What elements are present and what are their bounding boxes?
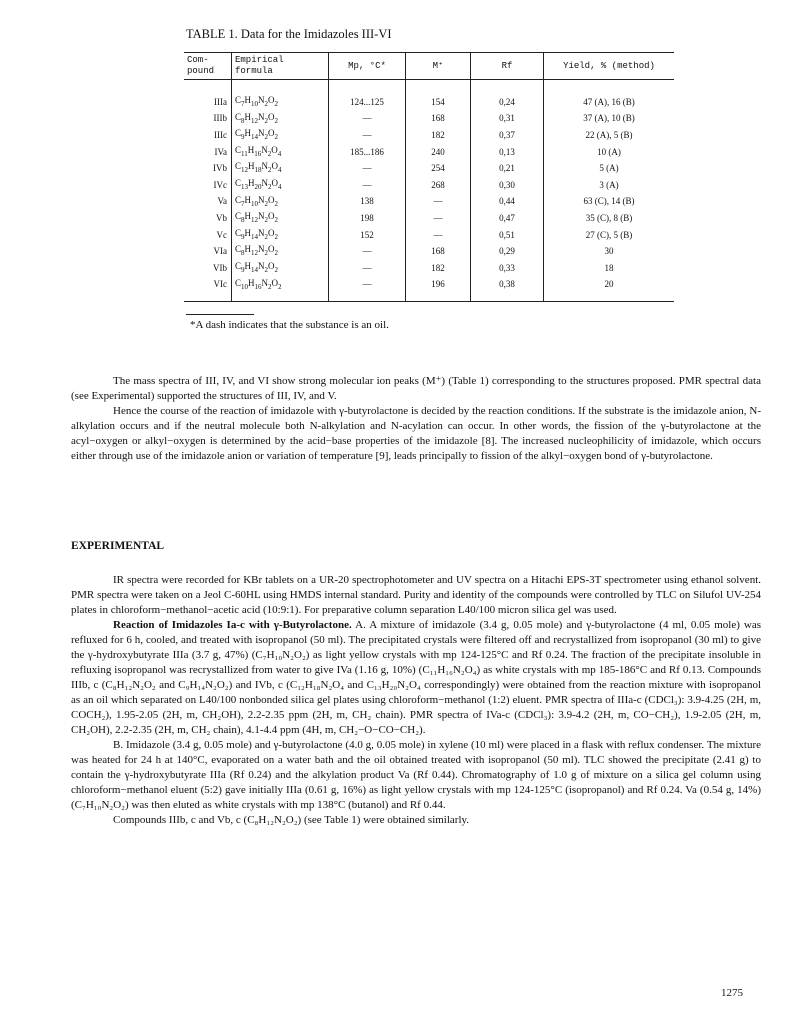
cell-mp: —: [329, 277, 406, 302]
cell-compound: Vc: [216, 229, 227, 240]
cell-mplus: 182: [406, 260, 471, 277]
cell-yield: 18: [544, 260, 675, 277]
cell-mplus: —: [406, 210, 471, 227]
table-row: [184, 277, 674, 302]
cell-mplus: 268: [406, 177, 471, 194]
cell-yield: 3 (A): [544, 177, 675, 194]
experimental-paragraph-1: IR spectra were recorded for KBr tablets on a UR-20 spectrophotometer and UV spectra on a Hitachi EPS-3T spectrometer using ethanol solvent. PMR spectra were taken on a Jeol C-60HL using HMDS internal standard. Purity and identity of the compounds were controlled by TLC on Silufol UV-254 plates in chloroform−methanol−acetic acid (10:9:1). For preparative column separation L40/100 micron silica gel was used.: [71, 574, 761, 616]
cell-rf: 0,21: [471, 160, 544, 177]
cell-mp: 124...125: [329, 80, 406, 111]
cell-formula: $C_9H_{14}N_2O_2$: [232, 127, 329, 144]
cell-formula: $C_{12}H_{18}N_2O_4$: [232, 160, 329, 177]
header-rf: Rf: [471, 53, 544, 80]
body-paragraph-1: The mass spectra of III, IV, and VI show strong molecular ion peaks (M⁺) (Table 1) corresponding to the structures proposed. PMR spectral data (see Experimental) supported the structures of III, IV, and V.: [71, 375, 761, 402]
cell-yield: 35 (C), 8 (B): [544, 210, 675, 227]
cell-compound: IVc: [213, 179, 227, 190]
experimental-heading: EXPERIMENTAL: [71, 540, 165, 552]
cell-yield: 30: [544, 243, 675, 260]
cell-mplus: 196: [406, 277, 471, 302]
reaction-text: A. A mixture of imidazole (3.4 g, 0.05 mole) and γ-butyrolactone (4 ml, 0.05 mole) was refluxed for 6 h, cooled, and treated with isopropanol (50 ml). The precipitated crystals were filtered off and recrystallized from isopropanol (30 ml) to give the γ-hydroxybutyrate IIIa (3.7 g, 47%) (C₇H₁₀N₂O₂) as light yellow crystals with mp 124-125°C and Rf 0.24. The fraction of the precipitate insoluble in refluxing isopropanol was recrystallized from water to give IVa (1.16 g, 10%) (C₁₁H₁₆N₂O₄) as white crystals with mp 185-186°C and Rf 0.13. Compounds IIIb, c (C₈H₁₂N₂O₂ and C₉H₁₄N₂O₂) and IVb, c (C₁₂H₁₈N₂O₄ and C₁₃H₂₀N₂O₄ correspondingly) were obtained from the reaction mixture with isopropanol as an oil which separated on L40/100 nonbonded silica gel plates using chloroform−methanol (1:2) eluent. PMR spectra of IIIa-c (CDCl₃): 3.9-4.25 (2H, m, COCH₂), 1.95-2.05 (2H, m, CH₂OH), 2.2-2.35 ppm (2H, m, CH₂ chain). PMR spectra of IVa-c (CDCl₃): 3.9-4.2 (2H, m, CO−CH₂), 1.9-2.05 (2H, m, CH₂OH), 2.2-2.35 (2H, m, CH₂ chain), 4.1-4.4 ppm (4H, m, CH₂−O−CO−CH₂).: [71, 619, 762, 736]
table-title: TABLE 1. Data for the Imidazoles III-VI: [186, 27, 392, 41]
cell-mplus: 182: [406, 127, 471, 144]
table-header-row: [184, 53, 674, 80]
cell-compound: IVb: [213, 163, 227, 174]
footnote-rule: [186, 314, 254, 315]
cell-rf: 0,44: [471, 194, 544, 211]
cell-yield: 37 (A), 10 (B): [544, 111, 675, 128]
cell-mp: —: [329, 160, 406, 177]
cell-compound: IIIc: [214, 130, 227, 141]
experimental-paragraph-4: Compounds IIIb, c and Vb, c (C₈H₁₂N₂O₂) (see Table 1) were obtained similarly.: [113, 814, 470, 826]
cell-mplus: 154: [406, 80, 471, 111]
table-row: [184, 194, 674, 211]
table-row: [184, 144, 674, 161]
table-row: [184, 160, 674, 177]
cell-compound: VIa: [213, 246, 227, 257]
cell-rf: 0,38: [471, 277, 544, 302]
header-mp: Mp, °C*: [329, 53, 406, 80]
header-mplus: M⁺: [406, 53, 471, 80]
body-paragraph-2: Hence the course of the reaction of imidazole with γ-butyrolactone is decided by the reaction conditions. If the substrate is the imidazole anion, N-alkylation occurs and if the neutral molecule both N-alkylation and N-acylation can occur. In other words, the fission of the γ-butyrolactone at the acyl−oxygen or alkyl−oxygen is determined by the acid−base properties of the imidazole [8]. The increased nucleophilicity of imidazole, which occurs either through use of the imidazole anion or variation of temperature [9], leads principally to fission of the alkyl−oxygen bond of γ-butyrolactone.: [71, 405, 761, 462]
page-number: 1275: [721, 987, 743, 999]
cell-formula: $C_8H_{12}N_2O_2$: [232, 210, 329, 227]
cell-formula: $C_9H_{14}N_2O_2$: [232, 260, 329, 277]
experimental-paragraph-2: [71, 618, 761, 738]
cell-mp: 138: [329, 194, 406, 211]
table-row: [184, 243, 674, 260]
header-yield: Yield, % (method): [544, 53, 675, 80]
cell-formula: $C_8H_{12}N_2O_2$: [232, 243, 329, 260]
cell-rf: 0,13: [471, 144, 544, 161]
cell-yield: 47 (A), 16 (B): [544, 80, 675, 111]
cell-compound: IIIa: [214, 96, 227, 107]
table-row: [184, 127, 674, 144]
cell-rf: 0,51: [471, 227, 544, 244]
header-compound: Com- pound: [184, 53, 232, 80]
cell-compound: Va: [217, 196, 227, 207]
cell-compound: IVa: [214, 146, 227, 157]
cell-rf: 0,30: [471, 177, 544, 194]
cell-compound: Vb: [216, 213, 227, 224]
table-row: [184, 260, 674, 277]
cell-formula: $C_7H_{10}N_2O_2$: [232, 194, 329, 211]
cell-rf: 0,24: [471, 80, 544, 111]
cell-yield: 20: [544, 277, 675, 302]
cell-compound: IIIb: [213, 113, 227, 124]
cell-mplus: —: [406, 227, 471, 244]
cell-formula: $C_{13}H_{20}N_2O_4$: [232, 177, 329, 194]
table-footnote: *A dash indicates that the substance is an oil.: [190, 319, 389, 331]
cell-mp: —: [329, 177, 406, 194]
cell-mplus: 254: [406, 160, 471, 177]
header-formula: Empirical formula: [232, 53, 329, 80]
cell-rf: 0,29: [471, 243, 544, 260]
table-row: [184, 177, 674, 194]
cell-formula: $C_8H_{12}N_2O_2$: [232, 111, 329, 128]
data-table: [184, 52, 674, 302]
table-row: [184, 111, 674, 128]
reaction-title: Reaction of Imidazoles Ia-c with γ-Butyrolactone.: [113, 619, 352, 631]
cell-mp: —: [329, 243, 406, 260]
cell-mplus: 168: [406, 243, 471, 260]
cell-rf: 0,33: [471, 260, 544, 277]
cell-rf: 0,47: [471, 210, 544, 227]
cell-yield: 63 (C), 14 (B): [544, 194, 675, 211]
cell-rf: 0,31: [471, 111, 544, 128]
cell-yield: 10 (A): [544, 144, 675, 161]
cell-mp: 152: [329, 227, 406, 244]
cell-mplus: 168: [406, 111, 471, 128]
cell-compound: VIb: [213, 262, 227, 273]
cell-mp: 185...186: [329, 144, 406, 161]
cell-mp: 198: [329, 210, 406, 227]
cell-formula: $C_{11}H_{16}N_2O_4$: [232, 144, 329, 161]
table-row: [184, 80, 674, 111]
cell-formula: $C_{10}H_{16}N_2O_2$: [232, 277, 329, 302]
cell-mplus: —: [406, 194, 471, 211]
cell-compound: VIc: [184, 277, 232, 302]
cell-mplus: 240: [406, 144, 471, 161]
experimental-text: [71, 573, 761, 828]
cell-formula: $C_9H_{14}N_2O_2$: [232, 227, 329, 244]
cell-yield: 22 (A), 5 (B): [544, 127, 675, 144]
cell-mp: —: [329, 260, 406, 277]
cell-rf: 0,37: [471, 127, 544, 144]
table-row: [184, 227, 674, 244]
cell-mp: —: [329, 111, 406, 128]
experimental-paragraph-3: B. Imidazole (3.4 g, 0.05 mole) and γ-butyrolactone (4.0 g, 0.05 mole) in xylene (10 ml) were placed in a flask with reflux condenser. The mixture was heated for 24 h at 140°C, evaporated on a water bath and the oil obtained treated with isopropanol (50 ml). TLC showed the precipitate (2.41 g) to contain the γ-hydroxybutyrate IIIa (Rf 0.24) and the alkylation product Va (Rf 0.44). Chromatography of 1.0 g of mixture on a silica gel column using chloroform−methanol eluent (5:2) gave initially IIIa (0.61 g, 16%) as light yellow crystals with mp 124-125°C (isopropanol) and Rf 0.24. Va (0.54 g, 14%) (C₇H₁₀N₂O₂) was then eluted as white crystals with mp 138°C (butanol) and Rf 0.44.: [71, 739, 761, 811]
cell-mp: —: [329, 127, 406, 144]
cell-yield: 5 (A): [544, 160, 675, 177]
table-row: [184, 210, 674, 227]
cell-yield: 27 (C), 5 (B): [544, 227, 675, 244]
body-text: [71, 374, 761, 464]
cell-formula: $C_7H_{10}N_2O_2$: [232, 80, 329, 111]
